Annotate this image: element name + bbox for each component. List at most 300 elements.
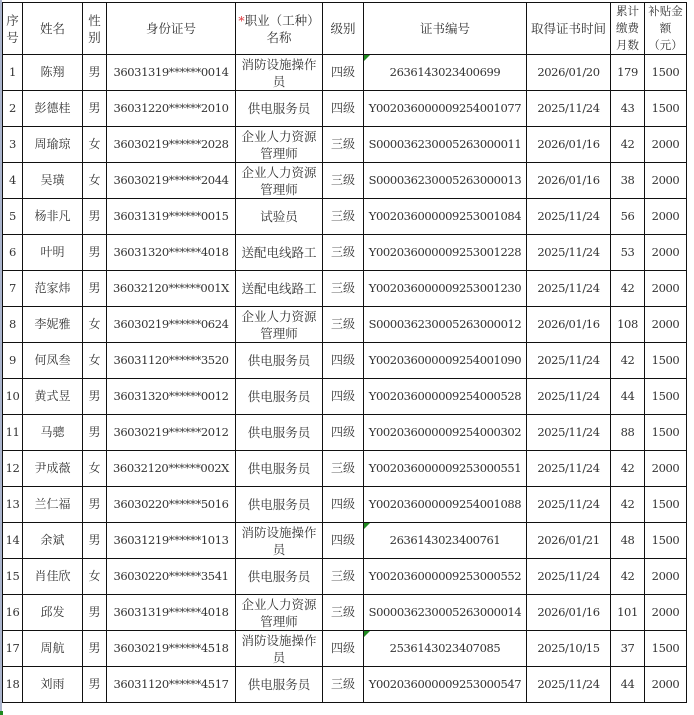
- cell-amount-text: 2000: [651, 209, 680, 223]
- cell-months-text: 108: [617, 317, 638, 331]
- cell-months-text: 42: [620, 569, 635, 583]
- cell-id-number[interactable]: [107, 451, 236, 487]
- cell-cert-no[interactable]: [364, 559, 527, 595]
- cell-name-text: 周瑜琼: [34, 137, 71, 151]
- cell-name[interactable]: [23, 55, 83, 91]
- cell-level-text: 四级: [330, 101, 355, 115]
- cell-cert-date[interactable]: [527, 343, 611, 379]
- cell-cert-no-text: Y002036000009254001090: [368, 353, 522, 367]
- cell-level-text: 三级: [330, 173, 355, 187]
- header-cert-no[interactable]: 证书编号: [364, 3, 527, 55]
- cell-id-number-text: 36031319******0014: [113, 65, 229, 79]
- cell-cert-no[interactable]: [364, 55, 527, 91]
- cell-amount[interactable]: [645, 595, 687, 631]
- cell-no[interactable]: [3, 91, 23, 127]
- cell-cert-no-text: 2636143023400761: [389, 533, 501, 547]
- cell-level[interactable]: [323, 595, 364, 631]
- cell-occupation[interactable]: [236, 379, 323, 415]
- cell-months[interactable]: [611, 559, 645, 595]
- cell-amount[interactable]: [645, 415, 687, 451]
- cell-months[interactable]: [611, 451, 645, 487]
- cell-gender[interactable]: [83, 127, 107, 163]
- cell-id-number[interactable]: [107, 523, 236, 559]
- cell-months-text: 37: [620, 641, 635, 655]
- cell-name[interactable]: [23, 667, 83, 703]
- cell-no[interactable]: [3, 271, 23, 307]
- cell-level-text: 四级: [330, 353, 355, 367]
- cell-id-number[interactable]: [107, 199, 236, 235]
- cell-cert-no[interactable]: [364, 595, 527, 631]
- cell-occupation-text: 供电服务员: [247, 389, 311, 404]
- cell-name-text: 李妮雅: [34, 317, 71, 331]
- cell-cert-date-text: 2025/11/24: [537, 569, 600, 583]
- cell-occupation-text: 供电服务员: [247, 101, 311, 116]
- cell-cert-no[interactable]: [364, 199, 527, 235]
- cell-gender[interactable]: [83, 451, 107, 487]
- cell-cert-date[interactable]: [527, 523, 611, 559]
- cell-level[interactable]: [323, 199, 364, 235]
- cell-months[interactable]: [611, 487, 645, 523]
- cell-cert-date[interactable]: [527, 271, 611, 307]
- cell-name[interactable]: [23, 523, 83, 559]
- cell-cert-no[interactable]: [364, 91, 527, 127]
- cell-id-number[interactable]: [107, 127, 236, 163]
- cell-cert-date-text: 2025/11/24: [537, 209, 600, 223]
- cell-occupation[interactable]: [236, 343, 323, 379]
- cell-no-text: 11: [5, 425, 20, 439]
- cell-cert-no-text: Y002036000009253000552: [368, 569, 522, 583]
- cell-level[interactable]: [323, 523, 364, 559]
- cell-amount-text: 1500: [651, 389, 680, 403]
- subsidy-table: [2, 2, 687, 703]
- cell-name-text: 刘雨: [40, 677, 65, 691]
- cell-name[interactable]: [23, 343, 83, 379]
- cell-months[interactable]: [611, 163, 645, 199]
- cell-id-number[interactable]: [107, 307, 236, 343]
- cell-cert-date[interactable]: [527, 595, 611, 631]
- cell-no[interactable]: [3, 631, 23, 667]
- cell-cert-date[interactable]: [527, 163, 611, 199]
- cell-no-text: 2: [9, 101, 16, 115]
- cell-occupation[interactable]: [236, 271, 323, 307]
- cell-amount-text: 2000: [651, 677, 680, 691]
- header-gender[interactable]: 性别: [83, 3, 107, 55]
- cell-cert-date[interactable]: [527, 127, 611, 163]
- cell-months[interactable]: [611, 199, 645, 235]
- comment-indicator-icon: [364, 631, 370, 637]
- table-row: [3, 235, 687, 271]
- cell-no-text: 13: [5, 497, 20, 511]
- cell-occupation[interactable]: [236, 631, 323, 667]
- header-amount[interactable]: 补贴金额（元）: [645, 3, 687, 55]
- cell-name[interactable]: [23, 415, 83, 451]
- cell-months[interactable]: [611, 343, 645, 379]
- cell-cert-no[interactable]: [364, 343, 527, 379]
- cell-cert-date-text: 2026/01/16: [537, 317, 600, 331]
- cell-id-number-text: 36031120******4517: [113, 677, 229, 691]
- cell-occupation-text: 消防设施操作员: [241, 632, 317, 665]
- cell-no[interactable]: [3, 235, 23, 271]
- cell-months-text: 42: [620, 281, 635, 295]
- cell-cert-no[interactable]: [364, 631, 527, 667]
- cell-gender[interactable]: [83, 415, 107, 451]
- cell-name[interactable]: [23, 307, 83, 343]
- cell-name-text: 尹成薇: [34, 461, 71, 475]
- cell-cert-date-text: 2025/11/24: [537, 245, 600, 259]
- cell-id-number[interactable]: [107, 667, 236, 703]
- cell-level-text: 三级: [330, 281, 355, 295]
- cell-name-text: 黄式昱: [34, 389, 71, 403]
- cell-name[interactable]: [23, 451, 83, 487]
- cell-name-text: 肖佳欣: [34, 569, 71, 583]
- cell-amount-text: 2000: [651, 605, 680, 619]
- cell-id-number-text: 36030219******2044: [113, 173, 229, 187]
- cell-level[interactable]: [323, 163, 364, 199]
- cell-level-text: 四级: [330, 65, 355, 79]
- cell-gender[interactable]: [83, 307, 107, 343]
- cell-cert-no[interactable]: [364, 271, 527, 307]
- cell-months-text: 42: [620, 461, 635, 475]
- header-occupation[interactable]: [236, 3, 323, 55]
- cell-occupation[interactable]: [236, 523, 323, 559]
- cell-id-number[interactable]: [107, 55, 236, 91]
- cell-gender[interactable]: [83, 523, 107, 559]
- cell-gender-text: 男: [88, 281, 101, 295]
- cell-id-number[interactable]: [107, 271, 236, 307]
- cell-level[interactable]: [323, 415, 364, 451]
- table-body: [3, 55, 687, 703]
- cell-months-text: 56: [620, 209, 635, 223]
- cell-occupation[interactable]: [236, 199, 323, 235]
- cell-cert-date-text: 2026/01/16: [537, 173, 600, 187]
- cell-cert-no-text: 2636143023400699: [389, 65, 501, 79]
- cell-no[interactable]: [3, 523, 23, 559]
- cell-level[interactable]: [323, 487, 364, 523]
- cell-cert-no-text: Y002036000009254001077: [368, 101, 522, 115]
- cell-id-number-text: 36031319******4018: [113, 605, 229, 619]
- cell-amount[interactable]: [645, 379, 687, 415]
- cell-no[interactable]: [3, 55, 23, 91]
- required-mark: *: [238, 12, 245, 28]
- cell-occupation-text: 企业人力资源管理师: [241, 164, 317, 197]
- cell-no-text: 1: [9, 65, 16, 79]
- cell-no-text: 18: [5, 677, 20, 691]
- table-row: [3, 523, 687, 559]
- cell-cert-date-text: 2025/11/24: [537, 101, 600, 115]
- cell-level[interactable]: [323, 631, 364, 667]
- cell-cert-no[interactable]: [364, 235, 527, 271]
- cell-name[interactable]: [23, 595, 83, 631]
- cell-level[interactable]: [323, 667, 364, 703]
- cell-id-number-text: 36031219******1013: [113, 533, 229, 547]
- cell-cert-no[interactable]: [364, 451, 527, 487]
- cell-id-number-text: 36031320******4018: [113, 245, 229, 259]
- cell-amount[interactable]: [645, 235, 687, 271]
- cell-months-text: 42: [620, 497, 635, 511]
- comment-indicator-icon: [364, 55, 370, 61]
- cell-months[interactable]: [611, 271, 645, 307]
- cell-cert-date[interactable]: [527, 559, 611, 595]
- cell-no[interactable]: [3, 415, 23, 451]
- cell-name[interactable]: [23, 631, 83, 667]
- cell-id-number[interactable]: [107, 379, 236, 415]
- cell-cert-no[interactable]: [364, 163, 527, 199]
- cell-cert-no[interactable]: [364, 667, 527, 703]
- cell-level[interactable]: [323, 127, 364, 163]
- cell-amount[interactable]: [645, 91, 687, 127]
- cell-gender[interactable]: [83, 343, 107, 379]
- cell-cert-date[interactable]: [527, 451, 611, 487]
- header-cert-date[interactable]: 取得证书时间: [527, 3, 611, 55]
- cell-months[interactable]: [611, 379, 645, 415]
- cell-cert-no[interactable]: [364, 415, 527, 451]
- cell-level-text: 四级: [330, 425, 355, 439]
- cell-amount[interactable]: [645, 559, 687, 595]
- table-row: [3, 163, 687, 199]
- cell-name[interactable]: [23, 271, 83, 307]
- cell-cert-date-text: 2026/01/16: [537, 605, 600, 619]
- cell-cert-no-text: 2536143023407085: [389, 641, 501, 655]
- cell-gender-text: 女: [88, 461, 101, 475]
- cell-level[interactable]: [323, 559, 364, 595]
- table-row: [3, 343, 687, 379]
- cell-id-number-text: 36031120******3520: [113, 353, 229, 367]
- cell-amount-text: 2000: [651, 317, 680, 331]
- cell-amount[interactable]: [645, 487, 687, 523]
- header-months[interactable]: 累计缴费月数: [611, 3, 645, 55]
- cell-id-number[interactable]: [107, 415, 236, 451]
- cell-no-text: 10: [5, 389, 20, 403]
- cell-occupation[interactable]: [236, 559, 323, 595]
- cell-cert-date[interactable]: [527, 379, 611, 415]
- cell-cert-no-text: S000036230005263000013: [368, 173, 522, 187]
- cell-cert-date[interactable]: [527, 91, 611, 127]
- cell-amount-text: 2000: [651, 461, 680, 475]
- table-row: [3, 487, 687, 523]
- header-id-number[interactable]: 身份证号: [107, 3, 236, 55]
- cell-cert-date[interactable]: [527, 199, 611, 235]
- table-row: [3, 307, 687, 343]
- cell-months-text: 44: [620, 677, 635, 691]
- cell-amount[interactable]: [645, 667, 687, 703]
- cell-gender-text: 女: [88, 353, 101, 367]
- cell-gender[interactable]: [83, 271, 107, 307]
- cell-cert-date[interactable]: [527, 235, 611, 271]
- cell-cert-date-text: 2025/10/15: [537, 641, 600, 655]
- cell-gender[interactable]: [83, 199, 107, 235]
- cell-gender[interactable]: [83, 91, 107, 127]
- cell-level-text: 三级: [330, 677, 355, 691]
- cell-months[interactable]: [611, 235, 645, 271]
- cell-occupation[interactable]: [236, 55, 323, 91]
- cell-id-number-text: 36030219******2012: [113, 425, 229, 439]
- cell-no[interactable]: [3, 595, 23, 631]
- cell-gender[interactable]: [83, 163, 107, 199]
- cell-no[interactable]: [3, 307, 23, 343]
- cell-amount-text: 1500: [651, 65, 680, 79]
- cell-id-number[interactable]: [107, 91, 236, 127]
- cell-months-text: 48: [620, 533, 635, 547]
- cell-months[interactable]: [611, 631, 645, 667]
- cell-no[interactable]: [3, 487, 23, 523]
- cell-level[interactable]: [323, 271, 364, 307]
- cell-no[interactable]: [3, 163, 23, 199]
- cell-gender-text: 女: [88, 569, 101, 583]
- cell-months-text: 38: [620, 173, 635, 187]
- cell-amount[interactable]: [645, 343, 687, 379]
- table-row: [3, 55, 687, 91]
- cell-amount[interactable]: [645, 631, 687, 667]
- cell-gender[interactable]: [83, 379, 107, 415]
- cell-cert-no[interactable]: [364, 487, 527, 523]
- header-occupation-label: 职业（工种）名称: [244, 12, 320, 45]
- cell-cert-date[interactable]: [527, 667, 611, 703]
- cell-gender[interactable]: [83, 487, 107, 523]
- cell-name[interactable]: [23, 199, 83, 235]
- cell-level[interactable]: [323, 451, 364, 487]
- cell-months-text: 42: [620, 353, 635, 367]
- cell-id-number[interactable]: [107, 559, 236, 595]
- cell-amount[interactable]: [645, 307, 687, 343]
- cell-cert-date[interactable]: [527, 415, 611, 451]
- cell-cert-no[interactable]: [364, 307, 527, 343]
- cell-gender[interactable]: [83, 631, 107, 667]
- cell-name[interactable]: [23, 127, 83, 163]
- cell-id-number[interactable]: [107, 487, 236, 523]
- cell-gender[interactable]: [83, 559, 107, 595]
- cell-id-number-text: 36032120******002X: [113, 461, 229, 475]
- cell-no[interactable]: [3, 343, 23, 379]
- cell-amount[interactable]: [645, 271, 687, 307]
- cell-occupation[interactable]: [236, 451, 323, 487]
- cell-cert-date[interactable]: [527, 487, 611, 523]
- cell-id-number[interactable]: [107, 343, 236, 379]
- table-row: [3, 631, 687, 667]
- cell-gender-text: 男: [88, 605, 101, 619]
- cell-gender[interactable]: [83, 55, 107, 91]
- cell-level[interactable]: [323, 55, 364, 91]
- cell-amount[interactable]: [645, 199, 687, 235]
- cell-id-number-text: 36032120******001X: [113, 281, 229, 295]
- cell-name-text: 余斌: [40, 533, 65, 547]
- cell-occupation[interactable]: [236, 487, 323, 523]
- cell-no[interactable]: [3, 667, 23, 703]
- cell-no[interactable]: [3, 451, 23, 487]
- cell-level[interactable]: [323, 343, 364, 379]
- cell-name-text: 范家炜: [34, 281, 71, 295]
- cell-occupation-text: 送配电线路工: [241, 281, 317, 296]
- cell-occupation-text: 供电服务员: [247, 425, 311, 440]
- cell-gender[interactable]: [83, 595, 107, 631]
- cell-cert-date[interactable]: [527, 307, 611, 343]
- cell-id-number[interactable]: [107, 595, 236, 631]
- cell-no[interactable]: [3, 127, 23, 163]
- cell-no[interactable]: [3, 379, 23, 415]
- cell-amount[interactable]: [645, 127, 687, 163]
- cell-amount[interactable]: [645, 55, 687, 91]
- cell-months[interactable]: [611, 523, 645, 559]
- cell-months[interactable]: [611, 91, 645, 127]
- cell-level[interactable]: [323, 91, 364, 127]
- cell-months[interactable]: [611, 307, 645, 343]
- cell-months[interactable]: [611, 667, 645, 703]
- cell-name[interactable]: [23, 379, 83, 415]
- cell-cert-no-text: S000036230005263000014: [368, 605, 522, 619]
- cell-level[interactable]: [323, 307, 364, 343]
- cell-cert-no[interactable]: [364, 127, 527, 163]
- cell-level-text: 三级: [330, 137, 355, 151]
- cell-name[interactable]: [23, 487, 83, 523]
- cell-amount-text: 2000: [651, 569, 680, 583]
- cell-occupation[interactable]: [236, 595, 323, 631]
- cell-id-number[interactable]: [107, 163, 236, 199]
- cell-no[interactable]: [3, 199, 23, 235]
- cell-no-text: 3: [9, 137, 16, 151]
- cell-occupation-text: 供电服务员: [247, 569, 311, 584]
- cell-level[interactable]: [323, 379, 364, 415]
- cell-name[interactable]: [23, 163, 83, 199]
- cell-name[interactable]: [23, 559, 83, 595]
- cell-cert-date[interactable]: [527, 631, 611, 667]
- cell-name[interactable]: [23, 91, 83, 127]
- cell-occupation[interactable]: [236, 667, 323, 703]
- cell-months[interactable]: [611, 415, 645, 451]
- cell-occupation-text: 企业人力资源管理师: [241, 596, 317, 629]
- cell-id-number-text: 36031319******0015: [113, 209, 229, 223]
- cell-months[interactable]: [611, 595, 645, 631]
- cell-months[interactable]: [611, 127, 645, 163]
- cell-no[interactable]: [3, 559, 23, 595]
- header-level[interactable]: 级别: [323, 3, 364, 55]
- selection-corner-marker: [0, 711, 3, 715]
- cell-id-number[interactable]: [107, 235, 236, 271]
- cell-occupation[interactable]: [236, 415, 323, 451]
- cell-gender-text: 女: [88, 173, 101, 187]
- cell-amount[interactable]: [645, 163, 687, 199]
- table-row: [3, 379, 687, 415]
- cell-name[interactable]: [23, 235, 83, 271]
- header-no[interactable]: 序号: [3, 3, 23, 55]
- cell-occupation[interactable]: [236, 91, 323, 127]
- cell-level[interactable]: [323, 235, 364, 271]
- cell-occupation-text: 试验员: [260, 209, 298, 224]
- cell-amount[interactable]: [645, 523, 687, 559]
- cell-gender[interactable]: [83, 667, 107, 703]
- cell-occupation[interactable]: [236, 307, 323, 343]
- cell-occupation[interactable]: [236, 127, 323, 163]
- cell-amount[interactable]: [645, 451, 687, 487]
- cell-gender-text: 女: [88, 317, 101, 331]
- cell-cert-no[interactable]: [364, 379, 527, 415]
- cell-months[interactable]: [611, 55, 645, 91]
- cell-cert-date[interactable]: [527, 55, 611, 91]
- cell-id-number[interactable]: [107, 631, 236, 667]
- cell-occupation[interactable]: [236, 235, 323, 271]
- cell-gender-text: 男: [88, 425, 101, 439]
- cell-occupation-text: 消防设施操作员: [241, 524, 317, 557]
- cell-gender[interactable]: [83, 235, 107, 271]
- cell-no-text: 14: [5, 533, 20, 547]
- cell-cert-date-text: 2026/01/20: [537, 65, 600, 79]
- cell-id-number-text: 36030219******0624: [113, 317, 229, 331]
- cell-occupation[interactable]: [236, 163, 323, 199]
- cell-cert-date-text: 2025/11/24: [537, 425, 600, 439]
- cell-no-text: 17: [5, 641, 20, 655]
- cell-name-text: 杨非凡: [34, 209, 71, 223]
- header-name[interactable]: 姓名: [23, 3, 83, 55]
- cell-no-text: 16: [5, 605, 20, 619]
- cell-cert-no[interactable]: [364, 523, 527, 559]
